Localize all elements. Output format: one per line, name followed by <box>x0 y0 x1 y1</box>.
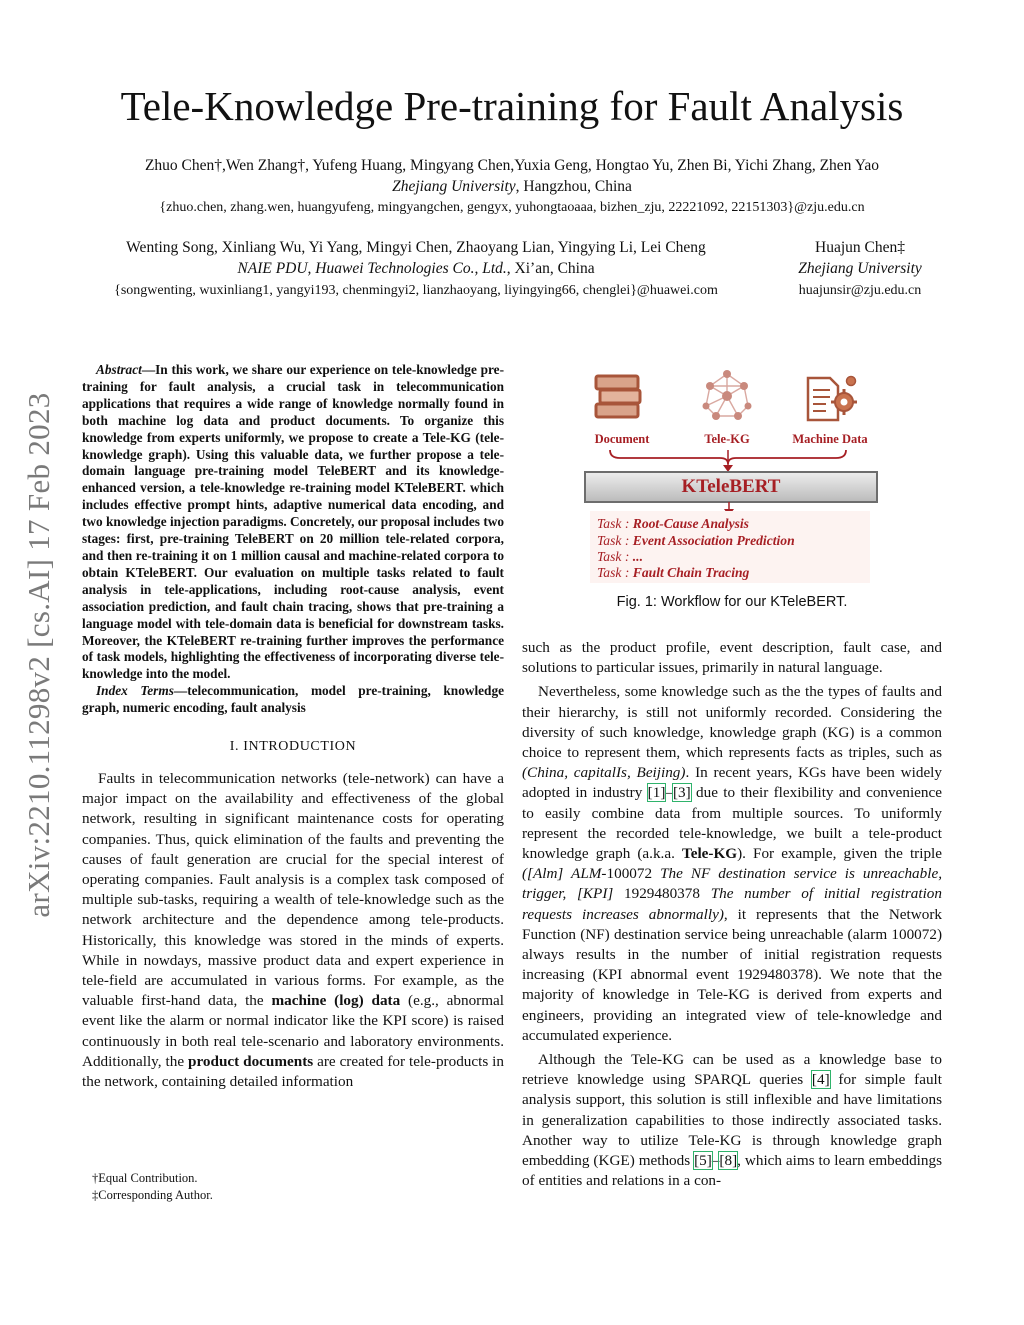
p2-triple-relation: The NF destination service is unreachable, trigger, [KPI] <box>522 865 942 903</box>
abstract <box>82 362 504 683</box>
p2-example-triple: (China, capitalIs, Beijing) <box>522 764 686 782</box>
p2-text-g: , it represents that the Network Function (NF) destination service being unreachable (alarm 100072) always results in the number of initial registration requests increasing (KPI abnormal event 1929480378). We note that the majority of knowledge in Tele-KG is derived from experts and engineers, providing an integrated view of tele-knowledge and accumulated experience. <box>522 905 942 1044</box>
arxiv-stamp <box>8 365 70 945</box>
abstract-label: Abstract <box>96 362 142 377</box>
p2-dash: – <box>665 784 673 802</box>
authors-group2: Wenting Song, Xinliang Wu, Yi Yang, Mingyi Chen, Zhaoyang Lian, Yingying Li, Lei Cheng <box>126 239 706 256</box>
machine-data-icon <box>804 372 860 426</box>
citation-link[interactable]: [3] <box>672 784 691 802</box>
right-column <box>522 638 942 1191</box>
footnote-corresponding-author: ‡Corresponding Author. <box>92 1188 213 1202</box>
p2-text-e: 100072 <box>606 865 661 883</box>
citation-link[interactable]: [5] <box>694 1152 712 1170</box>
p2-text-a: Nevertheless, some knowledge such as the the types of faults and their hierarchy, is still not uniformly recorded. Considering the diversity of such knowledge, knowledge graph (KG) is a common choice to represent them, which represents facts as triples, such as <box>522 683 942 762</box>
p3-dash: – <box>711 1152 720 1170</box>
books-icon <box>592 372 644 422</box>
arxiv-stamp-text: arXiv:2210.11298v2 [cs.AI] 17 Feb 2023 <box>21 392 56 918</box>
intro-body <box>82 769 504 1092</box>
affiliation-group1 <box>0 177 1024 197</box>
intro-p1-machine-data: machine (log) data <box>271 992 401 1010</box>
intro-p1-text-c: are created for tele-products in the network, containing detailed information <box>82 1052 504 1091</box>
paper-title: Tele-Knowledge Pre-training for Fault Analysis <box>120 83 904 129</box>
left-column <box>82 362 504 1092</box>
task-key: Task : <box>597 549 630 564</box>
figure-1-caption: Fig. 1: Workflow for our KTeleBERT. <box>616 594 848 610</box>
kteleBERT-box: KTeleBERT <box>584 471 878 503</box>
authors-group1: Zhuo Chen†,Wen Zhang†, Yufeng Huang, Mingyang Chen,Yuxia Geng, Hongtao Yu, Zhen Bi, Yichi Zhang, Zhen Yao <box>144 157 880 174</box>
task-key: Task : <box>597 516 630 531</box>
authors-group3: Huajun Chen‡ <box>815 239 905 256</box>
emails-group2: {songwenting, wuxinliang1, yangyi193, chenmingyi2, lianzhaoyang, liyingying66, chenglei}@huawei.com <box>114 283 718 298</box>
p3-text-a: Although the Tele-KG can be used as a knowledge base to retrieve knowledge using SPARQL queries <box>522 1051 942 1089</box>
label-document: Document <box>594 432 650 446</box>
p2-triple-head: ([Alm] ALM- <box>522 865 607 883</box>
section-heading-introduction: I. INTRODUCTION <box>229 739 357 755</box>
intro-paragraph-3 <box>522 1050 942 1191</box>
task-row <box>597 549 643 565</box>
knowledge-graph-icon <box>698 366 756 428</box>
p2-tele-kg: Tele-KG <box>681 845 738 863</box>
affiliation-group2 <box>82 259 750 279</box>
citation-link[interactable]: [4] <box>811 1071 830 1089</box>
p2-text-d: ). For example, given the triple <box>737 845 942 863</box>
affiliation-group1-location: , Hangzhou, China <box>515 178 632 195</box>
affiliation-group2-location: , Xi’an, China <box>506 260 595 277</box>
task-row <box>597 565 749 581</box>
intro-p1-product-documents: product documents <box>188 1052 314 1070</box>
p3-text-c: , which aims to learn embeddings of entities and relations in a con- <box>522 1152 942 1190</box>
figure-1 <box>580 364 890 596</box>
intro-paragraph-1-continued: such as the product profile, event description, fault case, and solutions to particular issues, primarily in natural language. <box>522 639 942 677</box>
p3-text-b: for simple fault analysis support, this solution is still inflexible and have limitations in generalization capabilities to those indirectly associated tasks. Another way to utilize Tele-KG is through knowledge graph embedding (KGE) methods <box>522 1071 942 1170</box>
citation-link[interactable]: [1] <box>647 784 666 802</box>
affiliation-group3: Zhejiang University <box>798 260 922 277</box>
task-value: Event Association Prediction <box>632 533 795 548</box>
p2-text-f: 1929480378 <box>613 885 711 903</box>
affiliation-group1-name: Zhejiang University <box>392 178 516 195</box>
p2-text-c: due to their flexibility and convenience to easily combine data from multiple sources. To uniformly represent the recorded tele-knowledge, we built a tele-product knowledge graph (a.k.a. <box>522 784 942 863</box>
emails-group3: huajunsir@zju.edu.cn <box>798 283 922 298</box>
p2-triple-tail: The number of initial registration requests increases abnormally) <box>522 885 942 923</box>
intro-paragraph-1 <box>82 769 504 1092</box>
intro-p1-text-a: Faults in telecommunication networks (tele-network) can have a major impact on the availability and effectiveness of the global network, resulting in significant maintenance costs for operating companies. Thus, quick elimination of the faults and preventing the causes of fault generation are crucial for the special interest of operating companies. Fault analysis is a complex task composed of multiple sub-tasks, requiring a wealth of tele-knowledge such as the network architecture and the dependence among tele-products. Historically, this knowledge was stored in the minds of experts. While in nowdays, massive product data and expert experience in tele-field are accumulated in various forms. For example, as the valuable first-hand data, the <box>82 770 504 1010</box>
index-terms <box>82 683 504 717</box>
abstract-text: —In this work, we share our experience on tele-knowledge pre-training for fault analysis, a crucial task in telecommunication applications that requires a wide range of knowledge normally found in both machine log data and product documents. To organize this knowledge from experts uniformly, we propose to create a Tele-KG (tele-knowledge graph). Using this valuable data, we further propose a tele-domain language pre-training model TeleBERT and its knowledge-enhanced version, a tele-knowledge re-training model KTeleBERT. which includes effective prompt hints, adaptive numerical data encoding, and two knowledge injection paradigms. Concretely, our proposal includes two stages: first, pre-training TeleBERT on 20 million tele-related corpora, and then re-training it on 1 million causal and machine-related corpora to obtain KTeleBERT. Our evaluation on multiple tasks related to fault analysis in tele-applications, including root-cause analysis, event association prediction, and fault chain tracing, shows that pre-training a language model with tele-domain data is beneficial for downstream tasks. Moreover, the KTeleBERT re-training further improves the performance of task models, highlighting the effectiveness of incorporating diverse tele-knowledge into the model. <box>82 362 504 682</box>
task-row <box>597 516 749 532</box>
intro-p1-text-b: (e.g., abnormal event like the alarm or normal indicator like the KPI score) is raised continuously in both real tele-scenario and laboratory environments. Additionally, the <box>82 992 504 1070</box>
footnote-equal-contribution: †Equal Contribution. <box>92 1171 198 1185</box>
task-value: Fault Chain Tracing <box>632 565 750 580</box>
task-value: Root-Cause Analysis <box>632 516 749 531</box>
citation-link[interactable]: [8] <box>719 1152 738 1170</box>
footnotes <box>92 1170 213 1204</box>
index-terms-label: Index Terms <box>96 683 174 699</box>
task-key: Task : <box>597 533 630 548</box>
affiliation-group2-name: NAIE PDU, Huawei Technologies Co., Ltd. <box>237 260 507 277</box>
emails-group1: {zhuo.chen, zhang.wen, huangyufeng, mingyangchen, gengyx, yuhongtaoaaa, bizhen_zju, 22221092, 22151303}@zju.edu.cn <box>159 200 865 215</box>
p2-text-b: . In recent years, KGs have been widely adopted in industry <box>522 764 942 802</box>
task-row <box>597 533 795 549</box>
task-key: Task : <box>597 565 630 580</box>
intro-paragraph-2 <box>522 682 942 1046</box>
task-value: ... <box>632 549 643 564</box>
label-machine-data: Machine Data <box>792 432 868 446</box>
label-tele-kg: Tele-KG <box>704 432 750 446</box>
index-terms-text: —telecommunication, model pre-training, knowledge graph, numeric encoding, fault analysis <box>82 683 504 716</box>
